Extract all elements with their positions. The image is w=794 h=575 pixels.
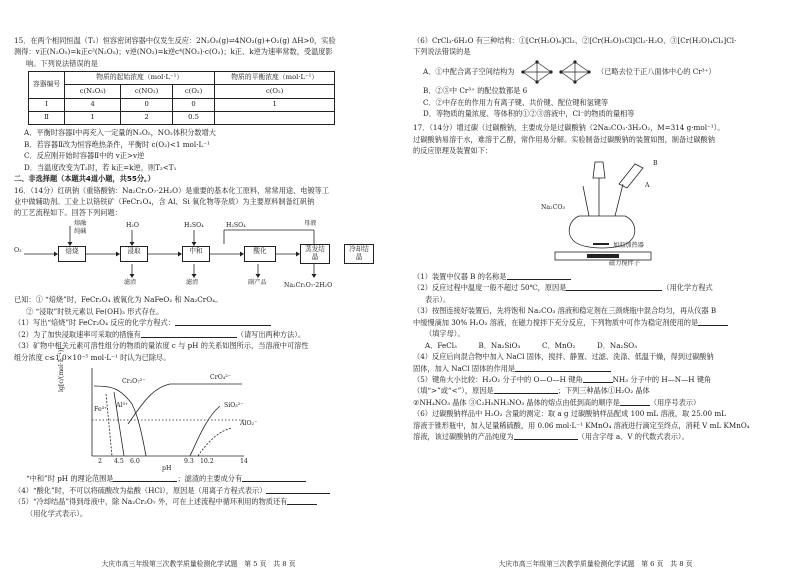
curve-fe3 <box>106 394 112 456</box>
flow-label-h2so4-b: H₂SO₄ <box>226 222 246 230</box>
table-row: Ⅰ 4 0 0 1 <box>29 98 335 111</box>
left-footer: 大庆市高三年级第三次教学质量检测化学试题 第 5 页 共 8 页 <box>101 559 296 568</box>
table-sub-o2: c(O₂) <box>172 85 214 98</box>
answer-blank[interactable] <box>113 475 177 482</box>
chart-label-sio3: SiO₃²⁻ <box>224 402 244 410</box>
chart-tick: 2 <box>98 458 102 466</box>
answer-blank[interactable] <box>583 376 613 383</box>
q15-stem-1: 15．在两个相同恒温（T₁）恒容密闭容器中仅发生反应：2N₂O₅(g)⇌4NO₂(g)+O₂(g) ΔH>0，实验 <box>14 36 336 45</box>
q16-intro-3: 的工艺流程如下。回答下列问题： <box>14 208 122 218</box>
q17-sub-4a: （4）反应后向混合物中加入 NaCl 固体，搅拌、静置、过滤、洗涤、低温干燥，得到过碳酸钠 <box>413 352 714 362</box>
q17-sub-5e: ②NH₄NO₃ 晶体 ③C₂H₅NH₃NO₃ 晶体的熔点由低到高的顺序是 （用序号表示） <box>413 397 701 407</box>
q16-sub-3a: （3）矿物中相关元素可溶性组分的物质的量浓度 c 与 pH 的关系如图所示，当溶液中可溶性 <box>14 341 309 351</box>
flow-label-soda: 纯碱 <box>74 228 87 236</box>
chart-y-label: lg[c/(mol·L⁻¹)] <box>58 347 65 393</box>
chart-tick: 14 <box>240 458 248 466</box>
apparatus-diagram <box>413 158 786 270</box>
flow-label-melt: 熔融 <box>74 220 87 228</box>
answer-blank[interactable] <box>515 365 611 372</box>
q17-sub-3c: （填字母）。 <box>425 329 465 339</box>
chart-label-cro4: CrO₄²⁻ <box>210 374 231 382</box>
answer-blank[interactable] <box>514 433 578 440</box>
q16-known-2: ② “浸取”时铁元素以 Fe(OH)₃ 形式存在。 <box>26 306 164 316</box>
flow-label-water: H₂O <box>126 222 139 230</box>
q16-6-option-a: A．①中配合离子空间结构为 （已略去位于正八面体中心的 Cr³⁺） <box>413 59 786 85</box>
curve-alo2 <box>198 428 232 456</box>
q17-sub-4b: 固体，加入 NaCl 固体的作用是 <box>413 364 786 374</box>
q16-sub-5b: （用化学式表示）。 <box>26 508 88 518</box>
apparatus-svg <box>533 158 683 270</box>
chart-label-fe3: Fe³⁺ <box>94 406 108 414</box>
q16-6-option-b: B．②③中 Cr³⁺ 的配位数都是 6 <box>423 86 528 96</box>
q17-sub-3a: （3）按图连接好装置后，先将饱和 Na₂CO₃ 溶液和稳定剂在三颈烧瓶中混合均匀，再从仪器 B <box>413 306 717 316</box>
flow-label-byproduct: 副产品 <box>248 279 267 287</box>
table-header-initial: 物质的起始浓度（mol·L⁻¹） <box>65 71 215 84</box>
flow-box-neutralize: 中和 <box>182 246 210 262</box>
flow-label-product: Na₂Cr₂O₇·2H₂O <box>284 282 333 290</box>
answer-blank[interactable] <box>266 487 330 494</box>
q17-sub-6a: （6）过碳酸钠样品中 H₂O₂ 含量的测定：取 a g 过碳酸钠样品配成 100 mL 溶液，取 25.00 mL <box>413 409 726 419</box>
apparatus-label-na2co3: Na₂CO₃ <box>541 204 565 211</box>
q17-sub-6c: 溶液，该过碳酸钠的产品纯度为 （用含字母 a、V 的代数式表示）。 <box>413 432 689 442</box>
q16-6-stem-2: 下列说法错误的是 <box>413 47 471 57</box>
flow-label-mother-liquor: 母液 <box>304 220 317 228</box>
chart-label-cr2o7: Cr₂O₇²⁻ <box>122 378 146 386</box>
q16-6-stem: （6）CrCl₃·6H₂O 有三种结构：①[Cr(H₂O)₆]Cl₃、②[Cr(H₂O)₅Cl]Cl₂·H₂O、③[Cr(H₂O)₄Cl₂]Cl· <box>413 36 737 45</box>
process-flow-diagram <box>14 220 389 292</box>
table-row: Ⅱ 1 2 0.5 <box>29 111 335 124</box>
condenser <box>593 162 605 178</box>
flow-box-evaporate: 蒸发结晶 <box>300 244 330 264</box>
answer-blank[interactable] <box>620 399 650 406</box>
q17-sub-1: （1）装置中仪器 B 的名称是 <box>413 272 786 282</box>
answer-blank[interactable] <box>287 498 317 505</box>
q16-known-1: 已知：① “焙烧”时，FeCr₂O₄ 被氧化为 NaFeO₂ 和 Na₂CrO₄。 <box>14 295 223 305</box>
chart-label-al3: Al³⁺ <box>116 402 129 410</box>
q15-table <box>28 71 335 126</box>
answer-blank[interactable] <box>141 331 237 338</box>
curve-cr2o7 <box>94 386 146 456</box>
answer-blank[interactable] <box>507 273 571 280</box>
octahedron-structure-icon <box>517 59 595 85</box>
flow-box-acidify: 酸化 <box>244 246 276 262</box>
flow-label-residue-2: 滤渣 <box>186 279 199 287</box>
table-sub-n2o5: c(N₂O₅) <box>65 85 121 98</box>
q16-sub-1: （1）写出“焙烧”时 FeCr₂O₄ 反应的化学方程式： <box>14 318 389 328</box>
chart-tick: 10.2 <box>200 458 214 466</box>
q15-option-b: B．若容器Ⅱ改为恒容绝热条件，平衡时 c(O₂)<1 mol·L⁻¹ <box>24 139 210 149</box>
chart-tick: 4.5 <box>114 458 124 466</box>
q16-sub-3c: “中和”时 pH 的理论范围是 ；滤渣的主要成分有 <box>14 474 389 484</box>
apparatus-label-a: A <box>645 182 650 189</box>
q15-option-c: C．反应刚开始时容器Ⅱ中的 v正>v逆 <box>24 151 145 161</box>
table-sub-no2: c(NO₂) <box>121 85 173 98</box>
q17-sub-2: （2）反应过程中温度一般不超过 50℃，原因是 （用化学方程式 <box>413 283 713 293</box>
q16-intro-2: 业中做辅助剂。工业上以铬铁矿（FeCr₂O₄，含 Al、Si 氧化物等杂质）为主要原料制备红矾钠 <box>14 196 315 206</box>
q17-intro-2: 过碳酸钠易溶于水，难溶于乙醇，常作用易分解。实验制备过碳酸钠的装置如图，制备过碳酸钠 <box>413 134 715 144</box>
q17-intro-1: 17．（14分）增过碳（过碳酸钠，主要成分是过碳酸钠（2Na₂CO₃·3H₂O₂，M=314 g·mol⁻¹）。 <box>413 123 725 133</box>
flow-box-cool: 冷却结晶 <box>344 244 374 264</box>
answer-blank[interactable] <box>698 319 728 326</box>
q17-sub-6b: 溶液于锥形瓶中，加入足量稀硫酸，用 0.06 mol·L⁻¹ KMnO₄ 溶液进行滴定至终点，消耗 V mL KMnO₄ <box>413 420 750 430</box>
q17-sub-5c: （填“>”或“<”），原因是 ；下列三种晶体①H₂O₂ 晶体 <box>413 386 650 396</box>
q16-intro-1: 16．（14分）红矾钠（重铬酸钠：Na₂Cr₂O₇·2H₂O）是重要的基本化工原料，常常用途、电镀等工 <box>14 185 330 195</box>
q15-option-d: D．当温度改变为T₂时，若 k正=k逆，则T₂<T₁ <box>24 162 177 172</box>
table-header-vessel: 容器编号 <box>29 71 65 98</box>
part-two-heading: 二、非选择题（本题共4道小题，共55分。） <box>14 174 155 184</box>
right-page <box>397 0 794 575</box>
chart-tick: 9.3 <box>184 458 194 466</box>
q17-sub-5a: （5）键角大小比较：H₂O₂ 分子中的 O—O—H 键角 NH₃ 分子中的 H—N—H 键角 <box>413 374 712 384</box>
q16-sub-4: （4）“酸化”时，不可以将硫酸改为盐酸（HCl），原因是（用离子方程式表示） <box>14 486 389 496</box>
right-footer: 大庆市高三年级第三次教学质量检测化学试题 第 6 页 共 8 页 <box>498 559 693 568</box>
q17-sub-3-options: A．FeCl₃ B．Na₂SiO₃ C．MnO₂ D．Na₂SO₃ <box>425 340 638 350</box>
answer-blank[interactable] <box>175 319 271 326</box>
apparatus-label-b: B <box>653 160 658 167</box>
q17-sub-2c: 表示）。 <box>425 294 451 304</box>
flow-box-leach: 浸取 <box>120 246 148 262</box>
q16-sub-5: （5）“冷却结晶”得到母液中，除 Na₂Cr₂O₇ 外，可在上述流程中循环利用的物质还有 <box>14 497 389 507</box>
q17-intro-3: 的反应原理及装置如下： <box>413 146 493 156</box>
q15-stem-3: 响。下列说法错误的是 <box>26 58 98 68</box>
flow-label-o2: O₂ <box>14 247 22 255</box>
chart-label-alo2: AlO₂⁻ <box>240 420 258 428</box>
q16-6-option-c: C．②中存在的作用力有离子键、共价键、配位键和氢键等 <box>423 97 609 107</box>
flow-label-h2so4-a: H₂SO₄ <box>184 222 204 230</box>
q15-stem-2: 测得：v正(N₂O₅)=k正c²(N₂O₅)；v逆(NO₂)=k逆c⁴(NO₂)·c(O₂)；k正、k逆为速率常数，受温度影 <box>14 47 333 57</box>
q15-option-a: A．平衡时容器Ⅰ中再充入一定量的N₂O₅，NO₂体积分数增大 <box>24 128 216 138</box>
q17-sub-3b: 中缓慢滴加 30% H₂O₂ 溶液，在磁力搅拌下充分反应，下列物质中可作为稳定剂使用的是 <box>413 318 786 328</box>
table-sub-o2-eq: c(O₂) <box>215 85 335 98</box>
apparatus-label-stirrer: 磁力搅拌子 <box>609 260 640 267</box>
table-header-equilibrium: 物质的平衡浓度（mol·L⁻¹） <box>215 71 335 84</box>
chart-tick: 6.0 <box>130 458 140 466</box>
curve-sio3 <box>190 406 220 456</box>
answer-blank[interactable] <box>566 284 662 291</box>
apparatus-label-heater: 加温加热器 <box>613 242 644 249</box>
flow-box-roast: 焙烧 <box>58 246 86 262</box>
q16-sub-3b: 组分浓度 c≤1.0×10⁻⁵ mol·L⁻¹ 时认为已除尽。 <box>14 352 171 362</box>
chart-x-label: pH <box>162 465 172 473</box>
q16-sub-2: （2）为了加快浸取速率可采取的措施有 （请写出两种方法）。 <box>14 329 306 339</box>
answer-blank[interactable] <box>494 387 558 394</box>
q16-6-option-d: D．等物质的量浓度、等体积的①②③溶液中，Cl⁻的物质的量相等 <box>423 109 635 119</box>
flow-label-residue-1: 滤渣 <box>124 279 137 287</box>
answer-blank[interactable] <box>242 475 306 482</box>
